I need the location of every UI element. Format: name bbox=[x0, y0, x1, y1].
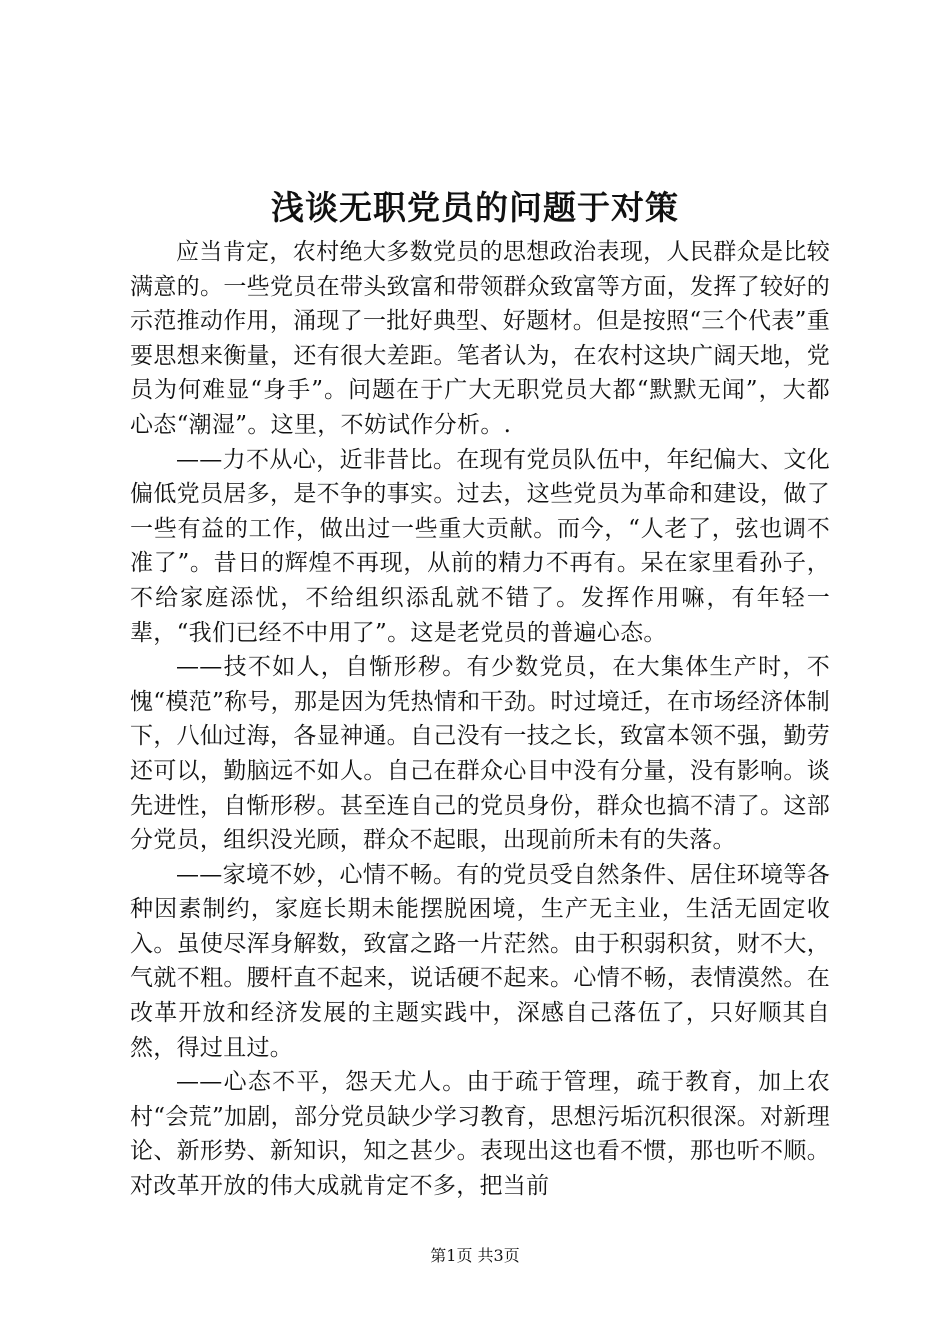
page-number-footer: 第1页 共3页 bbox=[430, 1246, 520, 1265]
paragraph-point-3: ——家境不妙，心情不畅。有的党员受自然条件、居住环境等各种因素制约，家庭长期未能摆脱困境，生产无主业，生活无固定收入。虽使尽浑身解数，致富之路一片茫然。由于积弱积贫，财不大，气就不粗。腰杆直不起来，说话硬不起来。心情不畅，表情漠然。在改革开放和经济发展的主题实践中，深感自己落伍了，只好顺其自然，得过且过。 bbox=[130, 861, 830, 1061]
paragraph-point-1: ——力不从心，近非昔比。在现有党员队伍中，年纪偏大、文化偏低党员居多，是不争的事实。过去，这些党员为革命和建设，做了一些有益的工作，做出过一些重大贡献。而今，“人老了，弦也调不准了”。昔日的辉煌不再现，从前的精力不再有。呆在家里看孙子，不给家庭添忧，不给组织添乱就不错了。发挥作用嘛，有年轻一辈，“我们已经不中用了”。这是老党员的普遍心态。 bbox=[130, 446, 830, 646]
paragraph-point-2: ——技不如人，自惭形秽。有少数党员，在大集体生产时，不愧“模范”称号，那是因为凭热情和干劲。时过境迁，在市场经济体制下，八仙过海，各显神通。自己没有一技之长，致富本领不强，勤劳还可以，勤脑远不如人。自己在群众心目中没有分量，没有影响。谈先进性，自惭形秽。甚至连自己的党员身份，群众也搞不清了。这部分党员，组织没光顾，群众不起眼，出现前所未有的失落。 bbox=[130, 654, 830, 854]
document-title: 浅谈无职党员的问题于对策 bbox=[271, 188, 679, 227]
document-body bbox=[130, 235, 830, 1204]
paragraph-point-4: ——心态不平，怨天尤人。由于疏于管理，疏于教育，加上农村“会荒”加剧，部分党员缺少学习教育，思想污垢沉积很深。对新理论、新形势、新知识，知之甚少。表现出这也看不惯，那也听不顺。对改革开放的伟大成就肯定不多，把当前 bbox=[130, 1069, 830, 1200]
paragraph-intro: 应当肯定，农村绝大多数党员的思想政治表现，人民群众是比较满意的。一些党员在带头致富和带领群众致富等方面，发挥了较好的示范推动作用，涌现了一批好典型、好题材。但是按照“三个代表”重要思想来衡量，还有很大差距。笔者认为，在农村这块广阔天地，党员为何难显“身手”。问题在于广大无职党员大都“默默无闻”，大都心态“潮湿”。这里，不妨试作分析。. bbox=[130, 239, 830, 438]
